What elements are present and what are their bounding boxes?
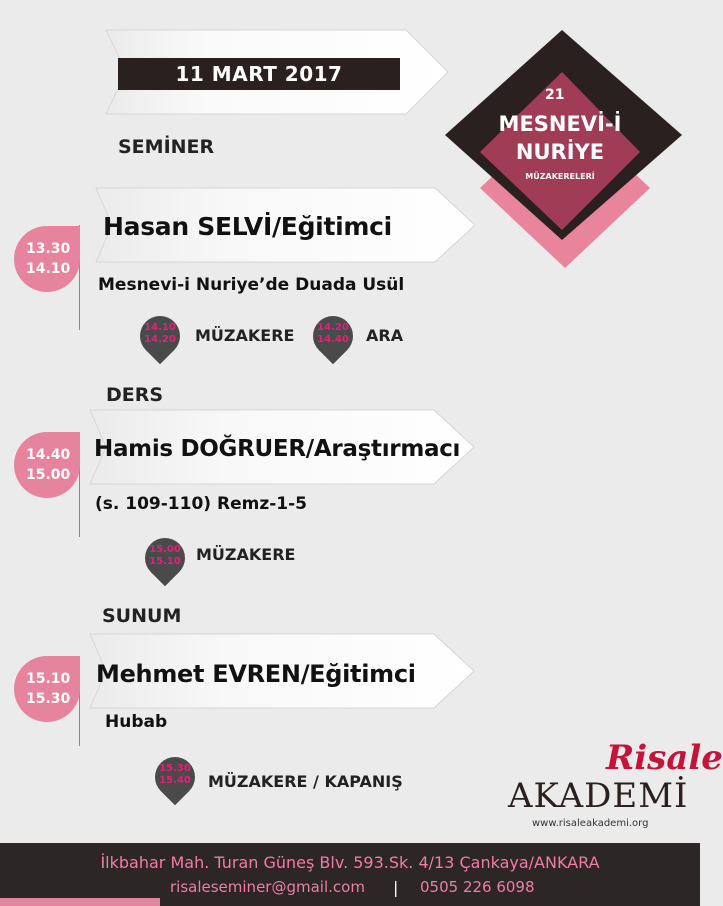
time-end: 14.10 [26, 261, 71, 277]
time-end: 15.30 [26, 691, 71, 707]
session-topic: (s. 109-110) Remz-1-5 [95, 494, 307, 514]
pin-time-start: 15.00 [149, 544, 181, 555]
pin-time-end: 14.40 [317, 334, 349, 345]
pin-time-start: 14.10 [144, 322, 176, 333]
event-subtitle: MÜZAKERELERİ [525, 172, 595, 181]
speaker-name: Hamis DOĞRUER/Araştırmacı [94, 436, 461, 462]
event-title-line1: MESNEVİ-İ [498, 112, 622, 136]
session-time-pill [14, 432, 80, 498]
pin-time [143, 544, 187, 568]
footer-phone[interactable]: 0505 226 6098 [420, 878, 535, 896]
time-start: 13.30 [26, 241, 71, 257]
logo-url[interactable]: www.risaleakademi.org [532, 818, 649, 829]
session-type-seminer: SEMİNER [118, 136, 215, 158]
session-time-pill [14, 656, 80, 722]
logo-risale: Risale [606, 738, 723, 778]
break-label: ARA [366, 326, 404, 345]
time-end: 15.00 [26, 467, 71, 483]
time-start: 15.10 [26, 671, 71, 687]
speaker-name: Hasan SELVİ/Eğitimci [103, 212, 392, 241]
speaker-name: Mehmet EVREN/Eğitimci [96, 660, 416, 688]
event-date: 11 MART 2017 [118, 58, 400, 90]
footer-separator: | [393, 878, 399, 897]
break-label: MÜZAKERE [196, 545, 296, 564]
pin-time-end: 14.20 [144, 334, 176, 345]
footer [0, 843, 700, 906]
pin-time-end: 15.40 [159, 775, 191, 786]
pin-time-end: 15.10 [149, 556, 181, 567]
footer-stripe [0, 898, 160, 906]
footer-email[interactable]: risaleseminer@gmail.com [170, 878, 365, 896]
break-label: MÜZAKERE / KAPANIŞ [208, 772, 403, 791]
event-number: 21 [545, 87, 565, 103]
pin-time-start: 15.30 [159, 763, 191, 774]
session-topic: Hubab [105, 712, 168, 732]
pin-time [138, 322, 182, 346]
pin-time [311, 322, 355, 346]
session-type-ders: DERS [106, 384, 164, 406]
session-type-sunum: SUNUM [102, 605, 182, 627]
session-topic: Mesnevi-i Nuriye’de Duada Usül [98, 275, 405, 295]
logo-akademi: AKADEMİ [508, 776, 689, 816]
session-time-pill [14, 226, 80, 292]
event-title-line2: NURİYE [515, 140, 605, 164]
time-start: 14.40 [26, 447, 71, 463]
footer-address: İlkbahar Mah. Turan Güneş Blv. 593.Sk. 4/13 Çankaya/ANKARA [100, 853, 600, 872]
pin-time [153, 763, 197, 787]
pin-time-start: 14.20 [317, 322, 349, 333]
break-label: MÜZAKERE [195, 326, 295, 345]
